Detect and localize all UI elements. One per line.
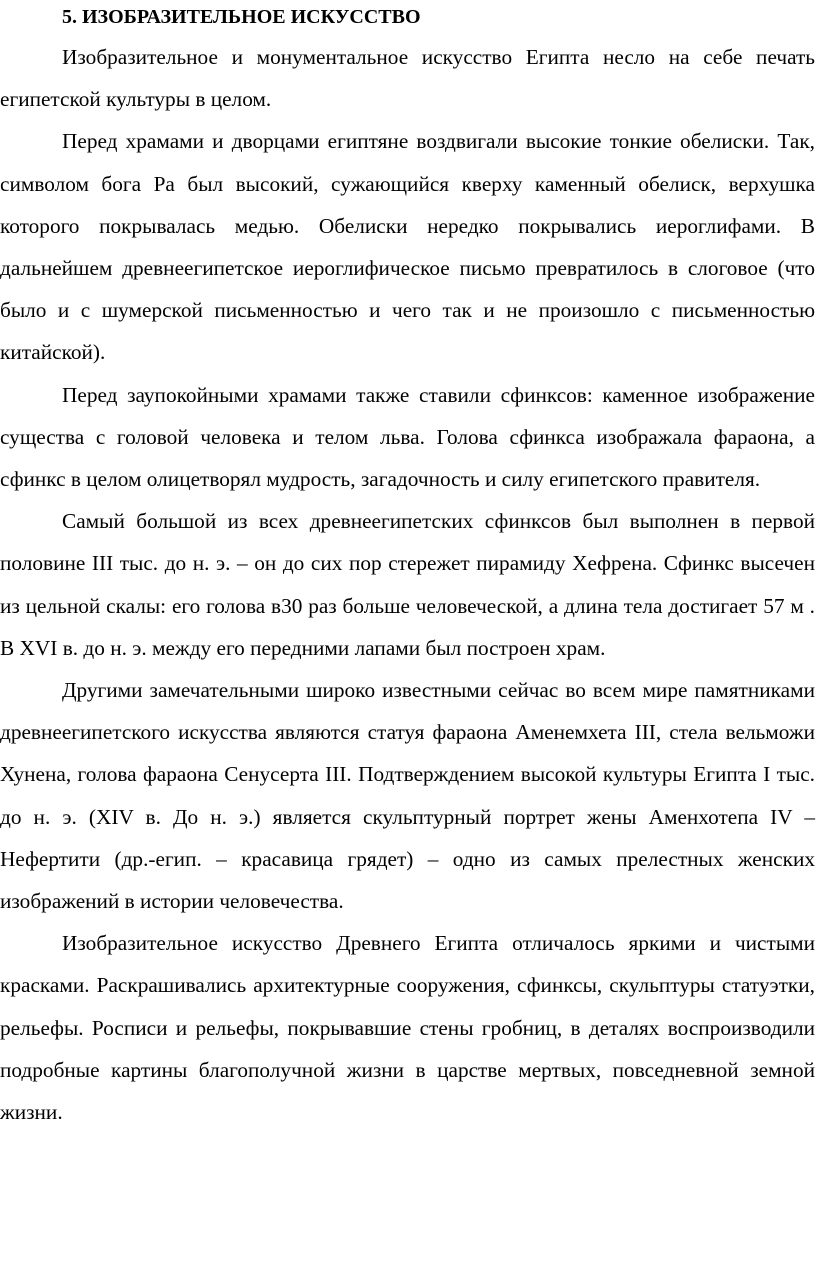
document-body (0, 36, 815, 1133)
paragraph-monuments: Другими замечательными широко известными сейчас во всем мире памятниками древнеегипетского искусства являются статуя фараона Аменемхета III, стела вельможи Хунена, голова фараона Сенусерта III. Подтверждением высокой культуры Египта I тыс. до н. э. (XIV в. До н. э.) является скульптурный портрет жены Аменхотепа IV – Нефертити (др.-егип. – красавица грядет) – одно из самых прелестных женских изображений в истории человечества. (0, 678, 815, 914)
paragraph-intro: Изобразительное и монументальное искусство Египта несло на себе печать египетской культуры в целом. (0, 45, 815, 112)
paragraph-sphinxes: Перед заупокойными храмами также ставили сфинксов: каменное изображение существа с головой человека и телом льва. Голова сфинкса изображала фараона, а сфинкс в целом олицетворял мудрость, загадочность и силу египетского правителя. (0, 382, 815, 492)
section-heading: 5. ИЗОБРАЗИТЕЛЬНОЕ ИСКУССТВО (62, 6, 421, 28)
paragraph-great-sphinx: Самый большой из всех древнеегипетских сфинксов был выполнен в первой половине III тыс. до н. э. – он до сих пор стережет пирамиду Хефрена. Сфинкс высечен из цельной скалы: его голова в30 раз больше человеческой, а длина тела достигает 57 м . В XVI в. до н. э. между его передними лапами был построен храм. (0, 509, 815, 660)
paragraph-colors: Изобразительное искусство Древнего Египта отличалось яркими и чистыми красками. Раскрашивались архитектурные сооружения, сфинксы, скульптуры статуэтки, рельефы. Росписи и рельефы, покрывавшие стены гробниц, в деталях воспроизводили подробные картины благополучной жизни в царстве мертвых, повседневной земной жизни. (0, 931, 815, 1125)
paragraph-obelisks: Перед храмами и дворцами египтяне воздвигали высокие тонкие обелиски. Так, символом бога Ра был высокий, сужающийся кверху каменный обелиск, верхушка которого покрывалась медью. Обелиски нередко покрывались иероглифами. В дальнейшем древнеегипетское иероглифическое письмо превратилось в слоговое (что было и с шумерской письменностью и чего так и не произошло с письменностью китайской). (0, 129, 815, 365)
